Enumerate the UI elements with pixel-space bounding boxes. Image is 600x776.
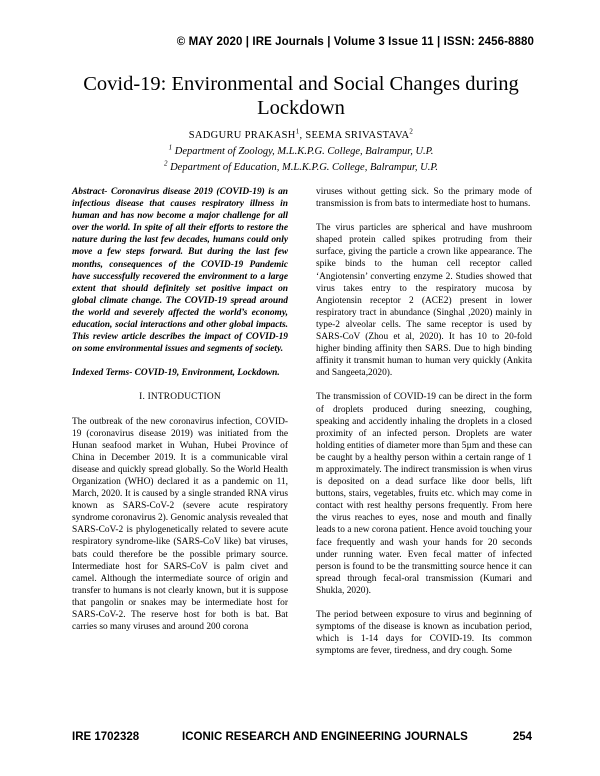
body-paragraph: The period between exposure to virus and beginning of symptoms of the disease is known as incubation period, which is 1-14 days for COVID-19. Its common symptoms are fever, tiredness, and dry cough. Some (316, 610, 532, 657)
affiliation-2 (60, 159, 542, 173)
author-name: SEEMA SRIVASTAVA (305, 130, 410, 141)
paper-title (60, 72, 542, 120)
title-line-2: Lockdown (257, 97, 345, 119)
author-list (60, 127, 542, 141)
abstract: Abstract- Coronavirus disease 2019 (COVID-19) is an infectious disease that causes respiratory illness in human and has now become a major challenge for all over the world. In spite of all their efforts to restore the nature during the last few decades, humans could only move a few steps forward. But during the last few months, consequences of the COVID-19 Pandemic have successfully recovered the environment to a large extent that should definitely set positive impact on global climate change. The COVID-19 spread around the world and severely affected the world’s economy, education, social interactions and other global impacts. This review article describes the impact of COVID-19 on some environmental issues and segments of society. (72, 187, 288, 355)
affiliation-text: Department of Education, M.L.K.P.G. College, Balrampur, U.P. (170, 162, 439, 173)
affiliation-1 (60, 143, 542, 157)
page-number: 254 (512, 731, 532, 743)
left-column (72, 186, 288, 645)
body-paragraph: viruses without getting sick. So the primary mode of transmission is from bats to intermediate host to humans. (316, 187, 532, 210)
author-name: SADGURU PRAKASH (188, 130, 296, 141)
body-paragraph: The virus particles are spherical and have mushroom shaped protein called spikes protruding from their surface, giving the particle a crown like appearance. The spike binds to the human cell receptor called ‘Angiotensin’ converting enzyme 2. Studies showed that virus takes entry to the respiratory mucosa by Angiotensin receptor 2 (ACE2) present in lower respiratory tract in abundance (Singhal ,2020) mainly in type-2 alveolar cells. The same receptor is used by SARS-CoV (Zhou et al, 2020). It has 10 to 20-fold higher binding affinity then SARS. Due to high binding affinity it transmit human to human very quickly (Ankita and Sangeeta,2020). (316, 223, 532, 379)
author-sup: 1 (295, 127, 300, 136)
intro-paragraph: The outbreak of the new coronavirus infection, COVID-19 (coronavirus disease 2019) was initiated from the Hunan seafood market in Wuhan, Hubei Province of China in December 2019. It is a communicable viral disease and quickly spread globally. So the World Health Organization (WHO) declared it as a pandemic on 11, March, 2020. It is caused by a single stranded RNA virus known as SARS-CoV-2 (severe acute respiratory syndrome coronavirus 2). Genomic analysis revealed that SARS-CoV-2 is phylogenetically related to severe acute respiratory syndrome-like (SARS-CoV like) bat viruses, bats could therefore be the possible primary source. Intermediate host for SARS-CoV is palm civet and camel. Although the intermediate source of origin and transfer to humans is not clearly known, but it is suppose that pangolin or snakes may be intermediate host for SARS-CoV-2. The reserve host for both is bat. Bat carries so many viruses and around 200 corona (72, 416, 288, 633)
title-line-1: Covid-19: Environmental and Social Changes during (83, 73, 519, 95)
right-column (316, 186, 532, 669)
section-heading: I. INTRODUCTION (139, 392, 221, 403)
footer-id: IRE 1702328 (72, 731, 140, 743)
journal-header: © MAY 2020 | IRE Journals | Volume 3 Issue 11 | ISSN: 2456-8880 (176, 36, 534, 48)
body-paragraph: The transmission of COVID-19 can be direct in the form of droplets produced during sneezing, coughing, speaking and accidently inhaling the droplets in a closed proximity of an infected person. Droplets are water holding entities of diameter more than 5µm and these can be caught by a healthy person within a certain range of 1 m approximately. The indirect transmission is when virus is deposited on a dead surface like door bells, lift buttons, stairs, vegetables, fruits etc. which may come in contact with rest healthy persons frequently. From here the virus reaches to eyes, nose and mouth and finally leads to a new corona patient. Hence avoid touching your face frequently and wash your hands for 20 seconds under running water. Even fecal matter of infected person is found to be the transmitting source hence it can spread through fecal-oral transmission (Kumari and Shukla, 2020). (316, 392, 533, 596)
affiliation-text: Department of Zoology, M.L.K.P.G. College, Balrampur, U.P. (174, 146, 434, 157)
affiliation-sup: 1 (168, 143, 173, 152)
index-terms: Indexed Terms- COVID-19, Environment, Lockdown. (72, 368, 280, 379)
author-sup: 2 (409, 127, 414, 136)
affiliation-sup: 2 (163, 159, 168, 168)
footer-journal: ICONIC RESEARCH AND ENGINEERING JOURNALS (182, 731, 468, 743)
author-separator: , (299, 130, 306, 141)
